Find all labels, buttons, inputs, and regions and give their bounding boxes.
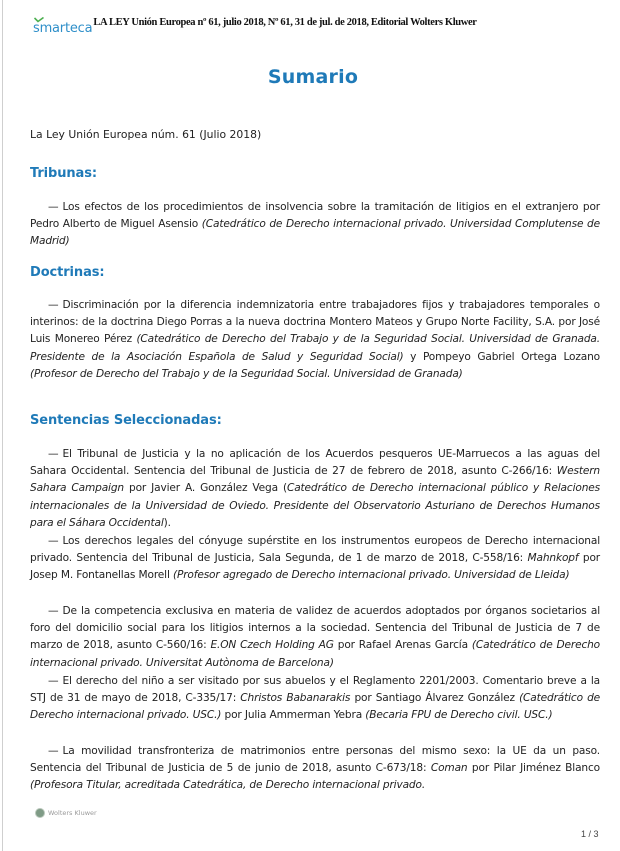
entry-affiliation: (Catedrático de Derecho internacional privado. Universitat Autònoma de Barcelona) bbox=[30, 639, 601, 669]
citation-header: LA LEY Unión Europea nº 61, julio 2018, Nº 61, 31 de jul. de 2018, Editorial Wolters Kluwer bbox=[93, 17, 477, 28]
entry-text: La movilidad transfronteriza de matrimonios entre personas del mismo sexo: la UE da un paso. Sentencia del Tribunal de Justicia de 5 de junio de 2018, asunto C-673/18: bbox=[30, 745, 600, 775]
summary-entry[interactable] bbox=[30, 446, 600, 532]
wolters-kluwer-logo bbox=[35, 808, 97, 818]
section-heading-tribunas: Tribunas: bbox=[30, 166, 97, 181]
section-heading-doctrinas: Doctrinas: bbox=[30, 265, 105, 280]
summary-entry[interactable] bbox=[30, 743, 600, 795]
entry-affiliation: Catedrático de Derecho internacional público y Relaciones internacionales de la Universidad de Oviedo. Presidente del Observatorio Asturiano de Derechos Humanos para el Sáhara Occidental bbox=[30, 482, 600, 529]
summary-entry[interactable] bbox=[30, 297, 600, 383]
entry-affiliation: (Becaria FPU de Derecho civil. USC.) bbox=[365, 709, 553, 722]
logo-text: smarteca bbox=[33, 21, 93, 36]
entry-text: Discriminación por la diferencia indemnizatoria entre trabajadores fijos y trabajadores temporales o interinos: de la doctrina Diego Porras a la nueva doctrina Montero Mateos y Grupo Norte Facility, S.A. por José Luis Monereo Pérez bbox=[30, 299, 600, 346]
entry-case-name: E.ON Czech Holding AG bbox=[210, 639, 334, 652]
document-header bbox=[33, 18, 477, 35]
entry-affiliation: (Profesor de Derecho del Trabajo y de la Seguridad Social. Universidad de Granada) bbox=[30, 367, 463, 380]
entry-affiliation: (Profesora Titular, acreditada Catedrática, de Derecho internacional privado. bbox=[30, 779, 426, 792]
entry-text: por Santiago Álvarez González bbox=[350, 692, 520, 705]
summary-entry[interactable] bbox=[30, 199, 600, 251]
smarteca-logo bbox=[33, 18, 92, 35]
smarteca-check-icon bbox=[34, 17, 44, 23]
entry-text: Los derechos legales del cónyuge supérstite en los instrumentos europeos de Derecho internacional privado. Sentencia del Tribunal de Justicia, Sala Segunda, de 1 de marzo de 2018, C-558/16: bbox=[30, 535, 600, 565]
entry-dash: — bbox=[48, 675, 59, 687]
issue-line: La Ley Unión Europea núm. 61 (Julio 2018) bbox=[30, 128, 262, 141]
entry-affiliation: (Catedrático de Derecho del Trabajo y de la Seguridad Social. Universidad de Granada. Presidente de la Asociación Española de Salud y Seguridad Social) bbox=[30, 333, 600, 363]
entry-text: por Julia Ammerman Yebra bbox=[221, 709, 366, 722]
entry-dash: — bbox=[48, 448, 59, 460]
entry-dash: — bbox=[48, 201, 59, 213]
entry-text: De la competencia exclusiva en materia de validez de acuerdos adoptados por órganos societarios al foro del domicilio social para los litigios internos a la sociedad. Sentencia del Tribunal de Justicia de 7 de marzo de 2018, asunto C-560/16: bbox=[30, 605, 600, 652]
section-heading-sentencias: Sentencias Seleccionadas: bbox=[30, 413, 222, 428]
entry-case-name: Western Sahara Campaign bbox=[30, 465, 600, 495]
summary-entry[interactable] bbox=[30, 603, 600, 672]
entry-dash: — bbox=[48, 745, 59, 757]
wolters-kluwer-icon bbox=[35, 808, 45, 818]
page-indicator: 1 / 3 bbox=[581, 829, 599, 839]
summary-entry[interactable] bbox=[30, 673, 600, 725]
entry-case-name: Mahnkopf bbox=[527, 552, 579, 565]
entry-text: Los efectos de los procedimientos de insolvencia sobre la tramitación de litigios en el extranjero por Pedro Alberto de Miguel Asensio bbox=[30, 201, 600, 231]
entry-text: El derecho del niño a ser visitado por sus abuelos y el Reglamento 2201/2003. Comentario breve a la STJ de 31 de mayo de 2018, C-335/17: bbox=[30, 675, 600, 705]
entry-case-name: Christos Babanarakis bbox=[240, 692, 351, 705]
publisher-name: Wolters Kluwer bbox=[48, 809, 97, 817]
entry-text: por Rafael Arenas García bbox=[333, 639, 472, 652]
entry-affiliation: (Profesor agregado de Derecho internacional privado. Universidad de Lleida) bbox=[172, 569, 570, 582]
entry-text: por Pilar Jiménez Blanco bbox=[467, 762, 601, 775]
entry-text: por Josep M. Fontanellas Morell bbox=[30, 552, 600, 582]
entry-affiliation: (Catedrático de Derecho internacional privado. USC.) bbox=[30, 692, 601, 722]
entry-text: y Pompeyo Gabriel Ortega Lozano bbox=[403, 350, 600, 363]
document-page bbox=[2, 0, 620, 851]
entry-dash: — bbox=[48, 535, 59, 547]
entry-case-name: Coman bbox=[430, 762, 468, 775]
summary-entry[interactable] bbox=[30, 533, 600, 585]
entry-text: ). bbox=[163, 516, 171, 529]
entry-dash: — bbox=[48, 605, 59, 617]
entry-text: por Javier A. González Vega ( bbox=[124, 482, 287, 495]
page-title: Sumario bbox=[267, 66, 359, 88]
entry-affiliation: (Catedrático de Derecho internacional privado. Universidad Complutense de Madrid) bbox=[30, 218, 600, 248]
entry-text: El Tribunal de Justicia y la no aplicación de los Acuerdos pesqueros UE-Marruecos a las aguas del Sahara Occidental. Sentencia del Tribunal de Justicia de 27 de febrero de 2018, asunto C-266/16: bbox=[30, 448, 600, 478]
entry-dash: — bbox=[48, 299, 59, 311]
